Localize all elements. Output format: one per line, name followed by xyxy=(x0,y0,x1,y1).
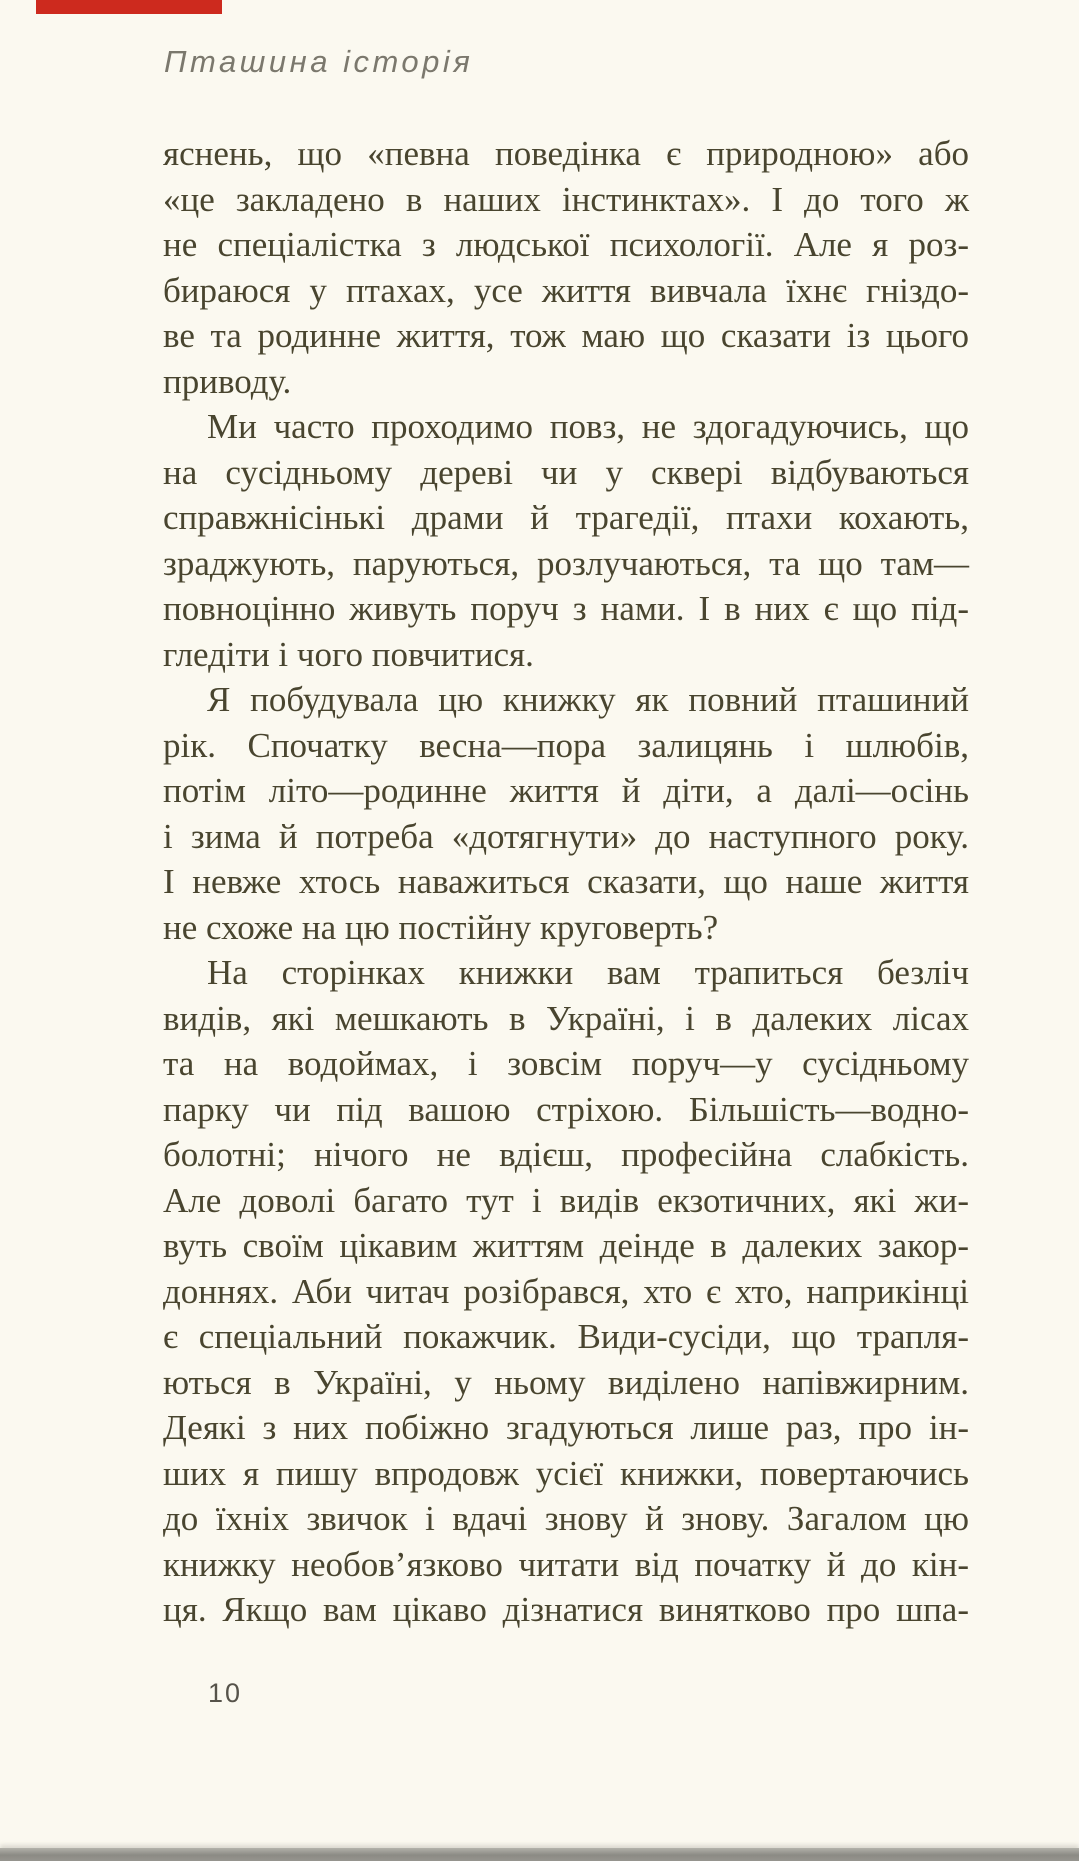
text-line: ве та родинне життя, тож маю що сказати із цього xyxy=(163,316,969,355)
text-line: гледіти і чого повчитися. xyxy=(163,634,534,674)
text-line: зраджують, паруються, розлучаються, та що там— xyxy=(163,543,969,583)
body-text xyxy=(163,131,969,1633)
running-header: Пташина історія xyxy=(164,44,474,79)
text-line: Але доволі багато тут і видів екзотичних, які жи- xyxy=(163,1180,969,1220)
page-bottom-scan-edge xyxy=(0,1848,1079,1861)
text-line: парку чи під вашою стріхою. Більшість—водно- xyxy=(163,1089,969,1129)
text-line: до їхніх звичок і вдачі знову й знову. Загалом цю xyxy=(163,1499,969,1538)
chapter-color-tab xyxy=(36,0,222,14)
text-line: болотні; нічого не вдієш, професійна слабкість. xyxy=(163,1135,969,1174)
text-line: є спеціальний покажчик. Види-сусіди, що трапля- xyxy=(163,1317,969,1356)
text-line: бираюся у птахах, усе життя вивчала їхнє гніздо- xyxy=(163,270,969,310)
text-line: доннях. Аби читач розібрався, хто є хто, наприкінці xyxy=(163,1271,969,1311)
text-line: потім літо—родинне життя й діти, а далі—осінь xyxy=(163,771,969,810)
text-line: вуть своїм цікавим життям деінде в далеких закор- xyxy=(163,1226,969,1265)
text-line: справжнісінькі драми й трагедії, птахи кохають, xyxy=(163,498,969,537)
text-line: яснень, що «певна поведінка є природною» або xyxy=(163,134,969,173)
text-line: не спеціалістка з людської психології. Але я роз- xyxy=(163,225,969,264)
text-line: на сусідньому дереві чи у сквері відбуваються xyxy=(163,452,969,492)
text-line: не схоже на цю постійну круговерть? xyxy=(163,907,719,947)
page-number: 10 xyxy=(208,1678,243,1708)
text-line: приводу. xyxy=(163,361,292,401)
text-line: ця. Якщо вам цікаво дізнатися винятково про шпа- xyxy=(163,1590,969,1629)
text-line: Деякі з них побіжно згадуються лише раз, про ін- xyxy=(163,1408,969,1447)
text-line: та на водоймах, і зовсім поруч—у сусідньому xyxy=(163,1044,969,1083)
text-line: і зима й потреба «дотягнути» до наступного року. xyxy=(163,816,969,856)
text-line: повноцінно живуть поруч з нами. І в них є що під- xyxy=(163,589,969,628)
text-line: На сторінках книжки вам трапиться безліч xyxy=(207,953,969,992)
text-line: книжку необов’язково читати від початку й до кін- xyxy=(163,1544,969,1584)
text-line: рік. Спочатку весна—пора залицянь і шлюбів, xyxy=(163,725,969,765)
text-line: ються в Україні, у ньому виділено напівжирним. xyxy=(163,1362,969,1402)
text-line: І невже хтось наважиться сказати, що наше життя xyxy=(163,862,969,901)
text-line: Ми часто проходимо повз, не здогадуючись, що xyxy=(207,407,969,446)
text-line: «це закладено в наших інстинктах». І до того ж xyxy=(163,179,969,219)
text-line: ших я пишу впродовж усієї книжки, повертаючись xyxy=(163,1453,969,1493)
text-line: видів, які мешкають в Україні, і в далеких лісах xyxy=(163,998,969,1038)
text-line: Я побудувала цю книжку як повний пташиний xyxy=(207,680,969,719)
